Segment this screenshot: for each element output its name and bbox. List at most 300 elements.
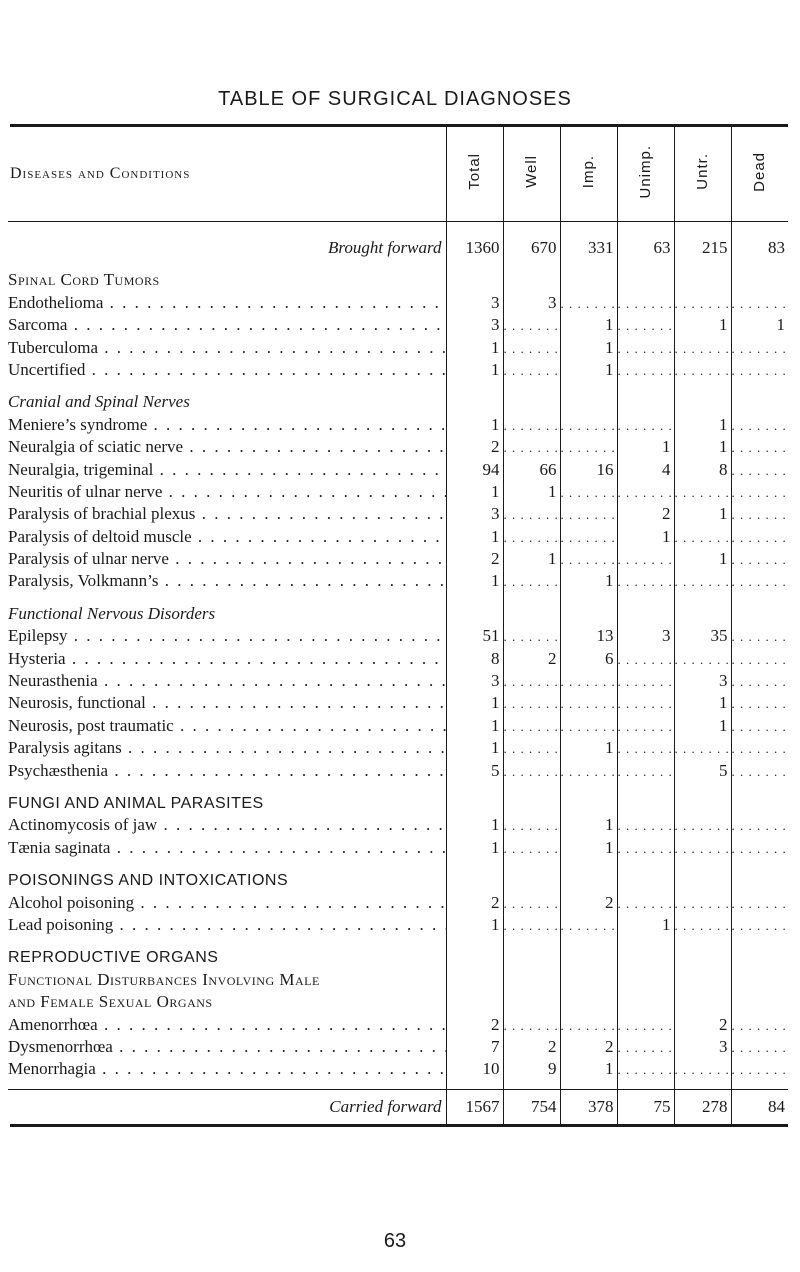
cell-imp: 6 (560, 646, 617, 668)
spacer-cell (503, 858, 560, 868)
cell-well: 2 (503, 646, 560, 668)
cell-imp: 1 (560, 835, 617, 857)
heading-spacer-cell (503, 601, 560, 623)
cell-imp: 1 (560, 358, 617, 380)
cell-imp (560, 691, 617, 713)
cell-total: 51 (446, 624, 503, 646)
carried-forward-total: 1567 (446, 1090, 503, 1125)
spacer-cell (617, 781, 674, 791)
spacer-cell (731, 781, 788, 791)
table-row (8, 669, 788, 691)
cell-total: 1 (446, 524, 503, 546)
brought-forward-row (8, 222, 788, 259)
cell-unimp: 3 (617, 624, 674, 646)
table-row (8, 480, 788, 502)
row-label-epilepsy: Epilepsy . . . (8, 624, 446, 646)
row-label-dysmenorrh-a: Dysmenorrhœa . . . (8, 1035, 446, 1057)
section-spacer (8, 858, 788, 868)
cell-imp: 2 (560, 890, 617, 912)
cell-imp (560, 480, 617, 502)
spacer-cell (446, 781, 503, 791)
cell-unimp (617, 1012, 674, 1034)
section-heading-row (8, 268, 788, 290)
table-row (8, 435, 788, 457)
cell-unimp: 2 (617, 502, 674, 524)
column-header-dead: Dead (731, 127, 788, 222)
section-heading: POISONINGS AND INTOXICATIONS (8, 872, 289, 890)
table-row (8, 335, 788, 357)
cell-well (503, 435, 560, 457)
row-label-neuralgia-of-sciatic-nerve: Neuralgia of sciatic nerve . . . (8, 435, 446, 457)
row-label-neurasthenia: Neurasthenia . . . (8, 669, 446, 691)
spacer-cell (446, 380, 503, 390)
cell-total: 7 (446, 1035, 503, 1057)
heading-spacer-cell (674, 601, 731, 623)
cell-dead (731, 624, 788, 646)
table-row (8, 358, 788, 380)
heading-spacer-cell (446, 601, 503, 623)
cell-dead (731, 691, 788, 713)
table-row (8, 1035, 788, 1057)
table-row (8, 713, 788, 735)
cell-untr (674, 569, 731, 591)
cell-well (503, 624, 560, 646)
column-header-unimp: Unimp. (617, 127, 674, 222)
heading-spacer-cell (560, 967, 617, 989)
cell-total: 1 (446, 412, 503, 434)
section-subheading: Functional Disturbances Involving Male (8, 969, 320, 989)
section-heading-row (8, 791, 788, 813)
brought-forward-untr: 215 (674, 222, 731, 259)
row-label-neurosis-functional: Neurosis, functional . . . (8, 691, 446, 713)
spacer-cell (617, 858, 674, 868)
spacer-cell (731, 935, 788, 945)
table-row (8, 412, 788, 434)
heading-spacer-cell (674, 791, 731, 813)
row-label-alcohol-poisoning: Alcohol poisoning . . . (8, 890, 446, 912)
section-spacer (8, 591, 788, 601)
cell-well (503, 913, 560, 935)
spacer-cell (617, 258, 674, 268)
cell-total: 5 (446, 758, 503, 780)
section-spacer (8, 781, 788, 791)
spacer-cell (503, 380, 560, 390)
cell-total: 1 (446, 813, 503, 835)
heading-spacer-cell (617, 868, 674, 890)
carried-forward-well: 754 (503, 1090, 560, 1125)
spacer-cell (560, 781, 617, 791)
row-label-actinomycosis-of-jaw: Actinomycosis of jaw . . . (8, 813, 446, 835)
cell-imp: 1 (560, 813, 617, 835)
section-heading-row (8, 601, 788, 623)
row-label-uncertified: Uncertified . . . (8, 358, 446, 380)
spacer-cell (503, 1079, 560, 1090)
section-subheading: and Female Sexual Organs (8, 992, 213, 1012)
table-row (8, 502, 788, 524)
row-label-neuritis-of-ulnar-nerve: Neuritis of ulnar nerve . . . (8, 480, 446, 502)
table-row (8, 813, 788, 835)
bottom-rule (10, 1124, 788, 1127)
cell-unimp (617, 313, 674, 335)
brought-forward-dead: 83 (731, 222, 788, 259)
heading-spacer-cell (617, 791, 674, 813)
spacer-cell (617, 1079, 674, 1090)
cell-dead (731, 1057, 788, 1079)
cell-dead (731, 502, 788, 524)
table-row (8, 646, 788, 668)
spacer-cell (446, 258, 503, 268)
section-heading-row (8, 868, 788, 890)
spacer-cell (8, 858, 446, 868)
cell-untr: 3 (674, 1035, 731, 1057)
cell-untr (674, 813, 731, 835)
cell-unimp (617, 547, 674, 569)
section-heading: Spinal Cord Tumors (8, 270, 160, 290)
surgical-diagnoses-table (8, 127, 788, 1124)
cell-total: 8 (446, 646, 503, 668)
cell-well (503, 813, 560, 835)
section-spacer (8, 1079, 788, 1090)
heading-spacer-cell (731, 390, 788, 412)
cell-imp: 1 (560, 313, 617, 335)
cell-unimp (617, 669, 674, 691)
cell-total: 2 (446, 1012, 503, 1034)
cell-untr (674, 358, 731, 380)
cell-dead (731, 412, 788, 434)
cell-total: 1 (446, 913, 503, 935)
cell-total: 1 (446, 713, 503, 735)
table-row (8, 1012, 788, 1034)
heading-spacer-cell (503, 268, 560, 290)
spacer-cell (617, 380, 674, 390)
heading-spacer-cell (731, 601, 788, 623)
cell-unimp (617, 835, 674, 857)
row-label-amenorrh-a: Amenorrhœa . . . (8, 1012, 446, 1034)
spacer-cell (560, 380, 617, 390)
cell-total: 1 (446, 736, 503, 758)
cell-dead (731, 290, 788, 312)
heading-spacer-cell (674, 268, 731, 290)
cell-imp: 1 (560, 569, 617, 591)
cell-well: 2 (503, 1035, 560, 1057)
cell-well (503, 524, 560, 546)
cell-imp: 1 (560, 335, 617, 357)
cell-well (503, 890, 560, 912)
page-title: TABLE OF SURGICAL DIAGNOSES (218, 88, 572, 110)
cell-unimp: 4 (617, 457, 674, 479)
spacer-cell (674, 935, 731, 945)
cell-imp: 1 (560, 1057, 617, 1079)
column-header-imp: Imp. (560, 127, 617, 222)
cell-imp: 2 (560, 1035, 617, 1057)
table-row (8, 890, 788, 912)
cell-dead (731, 358, 788, 380)
cell-well (503, 313, 560, 335)
heading-spacer-cell (503, 990, 560, 1012)
heading-spacer-cell (503, 390, 560, 412)
row-label-lead-poisoning: Lead poisoning . . . (8, 913, 446, 935)
page-number: 63 (383, 1230, 407, 1252)
heading-spacer-cell (731, 268, 788, 290)
row-label-paralysis-of-ulnar-nerve: Paralysis of ulnar nerve . . . (8, 547, 446, 569)
spacer-cell (560, 258, 617, 268)
spacer-cell (503, 781, 560, 791)
section-subheading-row (8, 990, 788, 1012)
column-header-row (8, 127, 788, 222)
cell-well (503, 1012, 560, 1034)
spacer-cell (503, 258, 560, 268)
spacer-cell (674, 1079, 731, 1090)
cell-imp (560, 547, 617, 569)
cell-dead (731, 1035, 788, 1057)
spacer-cell (674, 781, 731, 791)
spacer-cell (446, 935, 503, 945)
spacer-cell (560, 591, 617, 601)
cell-unimp: 1 (617, 913, 674, 935)
cell-imp (560, 502, 617, 524)
spacer-cell (446, 591, 503, 601)
spacer-cell (8, 935, 446, 945)
table-row (8, 736, 788, 758)
table-row (8, 547, 788, 569)
heading-spacer-cell (503, 967, 560, 989)
cell-well: 9 (503, 1057, 560, 1079)
section-spacer (8, 258, 788, 268)
spacer-cell (674, 858, 731, 868)
row-label-neurosis-post-traumatic: Neurosis, post traumatic . . . (8, 713, 446, 735)
spacer-cell (560, 1079, 617, 1090)
table-row (8, 691, 788, 713)
cell-total: 2 (446, 547, 503, 569)
table-body (8, 222, 788, 1090)
cell-unimp (617, 713, 674, 735)
cell-dead (731, 547, 788, 569)
brought-forward-label: Brought forward (327, 238, 442, 257)
cell-dead (731, 813, 788, 835)
heading-spacer-cell (503, 868, 560, 890)
cell-well (503, 569, 560, 591)
spacer-cell (674, 380, 731, 390)
cell-well (503, 669, 560, 691)
spacer-cell (731, 858, 788, 868)
diagnoses-table-wrapper (8, 124, 788, 1127)
cell-unimp (617, 736, 674, 758)
heading-spacer-cell (731, 945, 788, 967)
table-row (8, 913, 788, 935)
cell-untr (674, 1057, 731, 1079)
heading-spacer-cell (731, 967, 788, 989)
cell-well (503, 335, 560, 357)
spacer-cell (446, 1079, 503, 1090)
cell-dead (731, 480, 788, 502)
cell-well (503, 713, 560, 735)
row-label-psych-sthenia: Psychæsthenia . . . (8, 758, 446, 780)
row-label-paralysis-volkmann-s: Paralysis, Volkmann’s . . . (8, 569, 446, 591)
cell-untr (674, 335, 731, 357)
cell-total: 3 (446, 313, 503, 335)
cell-untr: 1 (674, 313, 731, 335)
heading-spacer-cell (674, 990, 731, 1012)
cell-total: 1 (446, 358, 503, 380)
row-label-menorrhagia: Menorrhagia . . . (8, 1057, 446, 1079)
cell-unimp (617, 1057, 674, 1079)
cell-untr: 1 (674, 713, 731, 735)
heading-spacer-cell (674, 945, 731, 967)
cell-imp (560, 758, 617, 780)
heading-spacer-cell (617, 967, 674, 989)
brought-forward-imp: 331 (560, 222, 617, 259)
heading-spacer-cell (617, 990, 674, 1012)
carried-forward-untr: 278 (674, 1090, 731, 1125)
cell-unimp (617, 1035, 674, 1057)
cell-untr (674, 290, 731, 312)
section-heading-row (8, 945, 788, 967)
cell-dead (731, 335, 788, 357)
table-row (8, 835, 788, 857)
cell-unimp (617, 691, 674, 713)
row-label-paralysis-of-deltoid-muscle: Paralysis of deltoid muscle . . . (8, 524, 446, 546)
cell-well (503, 736, 560, 758)
row-label-sarcoma: Sarcoma . . . (8, 313, 446, 335)
cell-untr: 1 (674, 435, 731, 457)
heading-spacer-cell (674, 390, 731, 412)
heading-spacer-cell (446, 967, 503, 989)
spacer-cell (731, 591, 788, 601)
cell-dead (731, 524, 788, 546)
spacer-cell (617, 591, 674, 601)
row-label-endothelioma: Endothelioma . . . (8, 290, 446, 312)
heading-spacer-cell (503, 791, 560, 813)
cell-dead (731, 669, 788, 691)
cell-unimp (617, 813, 674, 835)
carried-forward-body (8, 1090, 788, 1125)
cell-imp (560, 290, 617, 312)
heading-spacer-cell (731, 868, 788, 890)
table-row (8, 569, 788, 591)
cell-total: 2 (446, 890, 503, 912)
cell-untr (674, 736, 731, 758)
cell-imp: 1 (560, 736, 617, 758)
spacer-cell (8, 380, 446, 390)
brought-forward-total: 1360 (446, 222, 503, 259)
heading-spacer-cell (731, 791, 788, 813)
cell-unimp (617, 758, 674, 780)
heading-spacer-cell (617, 945, 674, 967)
cell-well (503, 758, 560, 780)
cell-dead (731, 435, 788, 457)
row-label-t-nia-saginata: Tænia saginata . . . (8, 835, 446, 857)
cell-untr: 1 (674, 502, 731, 524)
spacer-cell (8, 591, 446, 601)
cell-well (503, 835, 560, 857)
cell-total: 1 (446, 835, 503, 857)
spacer-cell (731, 380, 788, 390)
cell-unimp (617, 890, 674, 912)
cell-total: 3 (446, 290, 503, 312)
heading-spacer-cell (560, 945, 617, 967)
spacer-cell (503, 591, 560, 601)
cell-dead (731, 457, 788, 479)
heading-spacer-cell (560, 390, 617, 412)
cell-dead (731, 890, 788, 912)
table-row (8, 313, 788, 335)
carried-forward-unimp: 75 (617, 1090, 674, 1125)
cell-unimp (617, 569, 674, 591)
table-row (8, 524, 788, 546)
diseases-column-header: Diseases and Conditions (8, 127, 446, 222)
cell-total: 94 (446, 457, 503, 479)
table-row (8, 457, 788, 479)
cell-well: 66 (503, 457, 560, 479)
heading-spacer-cell (674, 967, 731, 989)
cell-untr: 5 (674, 758, 731, 780)
carried-forward-row (8, 1090, 788, 1125)
cell-untr: 35 (674, 624, 731, 646)
cell-well (503, 358, 560, 380)
cell-dead (731, 758, 788, 780)
heading-spacer-cell (560, 868, 617, 890)
cell-imp (560, 913, 617, 935)
cell-dead (731, 1012, 788, 1034)
table-row (8, 624, 788, 646)
row-label-tuberculoma: Tuberculoma . . . (8, 335, 446, 357)
cell-imp (560, 669, 617, 691)
cell-well: 1 (503, 480, 560, 502)
cell-imp (560, 412, 617, 434)
row-label-meniere-s-syndrome: Meniere’s syndrome . . . (8, 412, 446, 434)
table-row (8, 1057, 788, 1079)
cell-dead (731, 646, 788, 668)
section-spacer (8, 380, 788, 390)
spacer-cell (8, 1079, 446, 1090)
heading-spacer-cell (503, 945, 560, 967)
cell-unimp (617, 335, 674, 357)
spacer-cell (8, 781, 446, 791)
heading-spacer-cell (617, 268, 674, 290)
table-row (8, 758, 788, 780)
heading-spacer-cell (446, 945, 503, 967)
spacer-cell (503, 935, 560, 945)
cell-imp (560, 524, 617, 546)
cell-unimp (617, 412, 674, 434)
spacer-cell (674, 591, 731, 601)
cell-imp: 16 (560, 457, 617, 479)
cell-imp (560, 713, 617, 735)
cell-well: 3 (503, 290, 560, 312)
heading-spacer-cell (446, 868, 503, 890)
heading-spacer-cell (446, 390, 503, 412)
cell-total: 2 (446, 435, 503, 457)
section-subheading-row (8, 967, 788, 989)
heading-spacer-cell (731, 990, 788, 1012)
cell-well (503, 502, 560, 524)
row-label-paralysis-agitans: Paralysis agitans . . . (8, 736, 446, 758)
row-label-neuralgia-trigeminal: Neuralgia, trigeminal . . . (8, 457, 446, 479)
cell-dead (731, 835, 788, 857)
heading-spacer-cell (446, 791, 503, 813)
heading-spacer-cell (446, 268, 503, 290)
cell-dead (731, 569, 788, 591)
cell-total: 1 (446, 480, 503, 502)
cell-well: 1 (503, 547, 560, 569)
cell-well (503, 412, 560, 434)
heading-spacer-cell (617, 601, 674, 623)
cell-untr: 8 (674, 457, 731, 479)
cell-dead (731, 913, 788, 935)
section-heading: Functional Nervous Disorders (8, 603, 216, 623)
carried-forward-label: Carried forward (8, 1090, 446, 1125)
cell-dead (731, 713, 788, 735)
